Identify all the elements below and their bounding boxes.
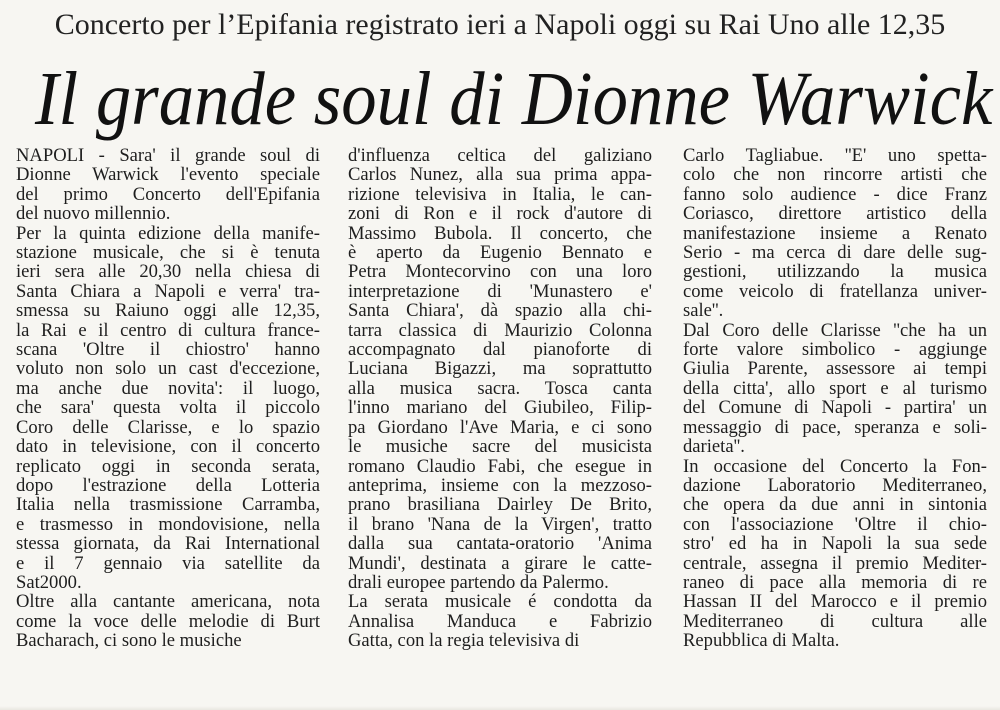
article-kicker: Concerto per l’Epifania registrato ieri a Napoli oggi su Rai Uno alle 12,35 (54, 8, 946, 41)
article-text-line: stro' ed ha in Napoli la sua sede (683, 533, 987, 555)
article-text-line: Mundi', destinata a girare le catte- (348, 552, 652, 574)
article-text-line: Carlos Nunez, alla sua prima appa- (348, 164, 652, 186)
article-text-line: che sara' questa volta il piccolo (16, 397, 320, 419)
article-text-line: Dal Coro delle Clarisse ''che ha un (683, 319, 987, 341)
article-text-line: stessa giornata, da Rai International (16, 533, 320, 555)
article-text-line: Per la quinta edizione della manife- (16, 222, 320, 244)
article-text-line: prano brasiliana Dairley De Brito, (348, 494, 652, 516)
article-text-line: centrale, assegna il premio Mediter- (683, 552, 987, 574)
article-headline: Il grande soul di Dionne Warwick (35, 57, 993, 141)
article-text-line: scana 'Oltre il chiostro' hanno (16, 339, 320, 361)
article-text-line: Hassan II del Marocco e il premio (683, 591, 987, 613)
article-text-line: La serata musicale é condotta da (348, 591, 652, 613)
article-text-line: Serio - ma cerca di dare delle sug- (683, 242, 987, 264)
article-text-line: ma anche due novita': il luogo, (16, 377, 320, 399)
article-text-line: è aperto da Eugenio Bennato e (348, 242, 652, 264)
article-text-line: interpretazione di 'Munastero e' (348, 280, 652, 302)
article-text-line: d'influenza celtica del galiziano (348, 145, 652, 166)
article-text-line: forte valore simbolico - aggiunge (683, 339, 987, 361)
article-text-line: le musiche sacre del musicista (348, 436, 652, 458)
article-text-line: Giulia Parente, assessore ai tempi (683, 358, 987, 380)
article-text-line: replicato oggi in seconda serata, (16, 455, 320, 477)
article-text-line: gestioni, utilizzando la musica (683, 261, 987, 283)
article-text-line: Coro delle Clarisse, e lo spazio (16, 416, 320, 438)
article-text-line: voluto non solo un cast d'eccezione, (16, 358, 320, 380)
article-text-line: raneo di pace alla memoria di re (683, 571, 987, 593)
article-text-line: Santa Chiara', dà spazio alla chi- (348, 300, 652, 322)
article-text-line: ieri sera alle 20,30 nella chiesa di (16, 261, 320, 283)
article-text-line: messaggio di pace, speranza e soli- (683, 416, 987, 438)
article-text-line: drali europee partendo da Palermo. (348, 571, 609, 593)
article-text-line: sale''. (683, 300, 724, 322)
article-text-line: dalla sua cantata-oratorio 'Anima (348, 533, 652, 555)
article-text-line: dato in televisione, con il concerto (16, 436, 320, 458)
article-text-line: rizione televisiva in Italia, le can- (348, 183, 652, 205)
article-text-line: manifestazione insieme a Renato (683, 222, 987, 244)
article-text-line: colo che non rincorre artisti che (683, 164, 987, 186)
article-text-line: smessa su Raiuno oggi alle 12,35, (16, 300, 320, 322)
article-text-line: Santa Chiara a Napoli e verra' tra- (16, 280, 320, 302)
article-text-line: Oltre alla cantante americana, nota (16, 591, 320, 613)
article-text-line: In occasione del Concerto la Fon- (683, 455, 987, 477)
article-text-line: romano Claudio Fabi, che esegue in (348, 455, 652, 477)
article-text-line: che opera da due anni in sintonia (683, 494, 987, 516)
article-text-line: l'inno mariano del Giubileo, Filip- (348, 397, 652, 419)
article-text-line: fanno solo audience - dice Franz (683, 183, 987, 205)
article-text-line: e trasmesso in mondovisione, nella (16, 513, 320, 535)
article-text-line: Gatta, con la regia televisiva di (348, 630, 580, 652)
article-text-line: tarra classica di Maurizio Colonna (348, 319, 652, 341)
article-text-line: della citta', allo sport e al turismo (683, 377, 987, 399)
article-text-line: accompagnato dal pianoforte di (348, 339, 652, 361)
article-text-line: Annalisa Manduca e Fabrizio (348, 610, 652, 632)
article-text-line: Italia nella trasmissione Carramba, (16, 494, 320, 516)
article-text-line: dopo l'estrazione della Lotteria (16, 474, 320, 496)
article-text-line: NAPOLI - Sara' il grande soul di (16, 145, 320, 166)
article-text-line: Mediterraneo di cultura alle (683, 610, 987, 632)
article-text-line: zoni di Ron e il rock d'autore di (348, 203, 652, 225)
article-text-line: Carlo Tagliabue. ''E' uno spetta- (683, 145, 987, 166)
article-text-line: del nuovo millennio. (16, 203, 171, 225)
article-text-line: Bacharach, ci sono le musiche (16, 630, 242, 652)
article-text-line: la Rai e il centro di cultura france- (16, 319, 320, 341)
article-text-line: dazione Laboratorio Mediterraneo, (683, 474, 987, 496)
article-text-line: anteprima, insieme con la mezzoso- (348, 474, 652, 496)
article-text-line: e il 7 gennaio via satellite da (16, 552, 320, 574)
article-text-line: Repubblica di Malta. (683, 630, 840, 652)
article-text-line: del Comune di Napoli - partira' un (683, 397, 987, 419)
article-text-line: stazione musicale, che si è tenuta (16, 242, 320, 264)
article-column-1 (16, 146, 320, 651)
article-text-line: Massimo Bubola. Il concerto, che (348, 222, 652, 244)
article-text-line: del primo Concerto dell'Epifania (16, 183, 320, 205)
scan-edge (0, 706, 1000, 710)
article-text-line: Coriasco, direttore artistico della (683, 203, 987, 225)
article-text-line: come veicolo di fratellanza univer- (683, 280, 987, 302)
article-text-line: con l'associazione 'Oltre il chio- (683, 513, 987, 535)
article-column-3 (683, 146, 987, 651)
article-text-line: alla musica sacra. Tosca canta (348, 377, 652, 399)
article-column-2 (348, 146, 652, 651)
article-text-line: Luciana Bigazzi, ma soprattutto (348, 358, 652, 380)
article-text-line: pa Giordano l'Ave Maria, e ci sono (348, 416, 652, 438)
article-text-line: Dionne Warwick l'evento speciale (16, 164, 320, 186)
article-text-line: Sat2000. (16, 571, 82, 593)
article-text-line: darieta''. (683, 436, 745, 458)
article-text-line: come la voce delle melodie di Burt (16, 610, 320, 632)
article-text-line: il brano 'Nana de la Virgen', tratto (348, 513, 652, 535)
article-text-line: Petra Montecorvino con una loro (348, 261, 652, 283)
